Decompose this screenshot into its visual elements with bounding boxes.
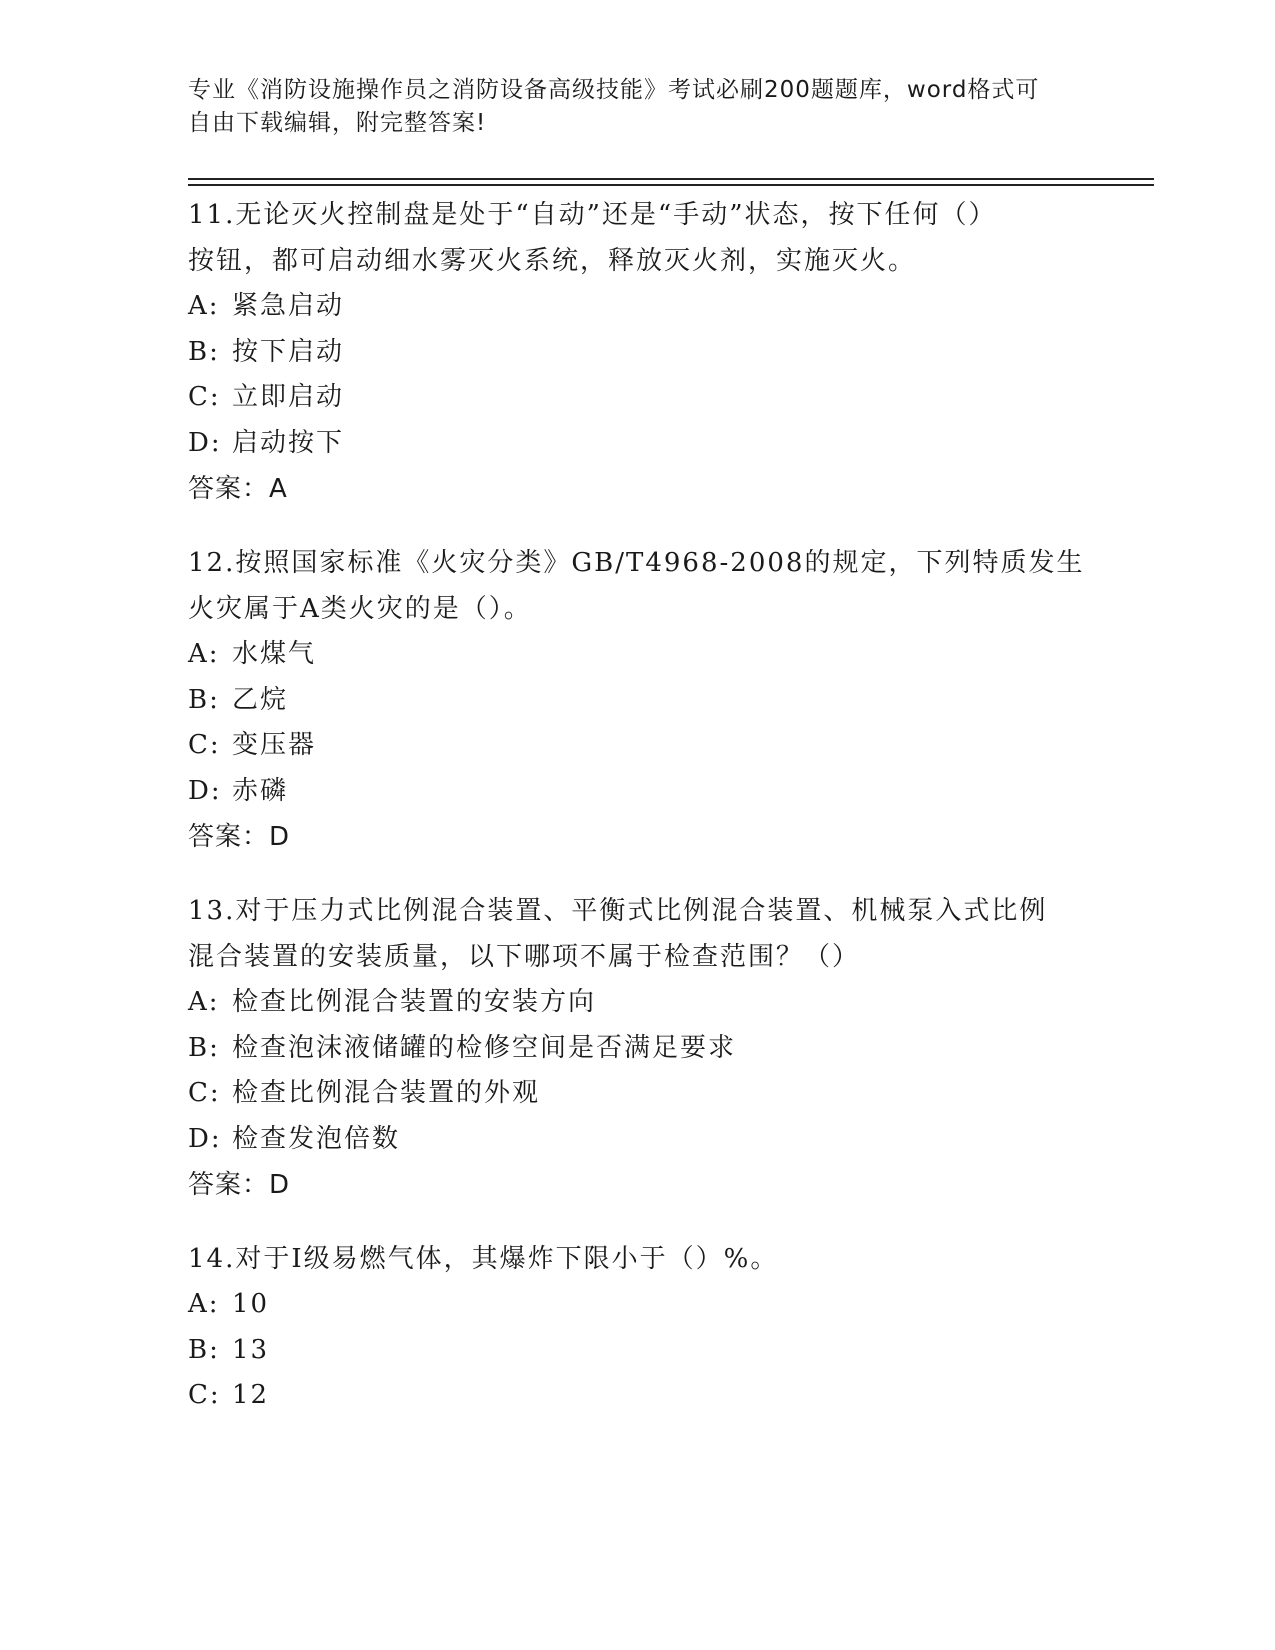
option-letter: A:	[188, 1289, 220, 1319]
option-text: 检查比例混合装置的外观	[232, 1078, 541, 1108]
question-12	[188, 540, 1088, 860]
option-d	[188, 769, 1088, 815]
option-letter: A:	[188, 987, 220, 1017]
option-letter: A:	[188, 639, 220, 669]
option-text: 乙烷	[232, 684, 289, 715]
answer-line: 答案：D	[188, 1170, 291, 1200]
option-text: 变压器	[232, 730, 317, 760]
answer-line: 答案：D	[188, 822, 291, 852]
option-c	[188, 1373, 1088, 1419]
question-13	[188, 888, 1088, 1208]
question-stem-line: 11.无论灭火控制盘是处于“自动”还是“手动”状态，按下任何（）	[188, 200, 997, 230]
header-divider-top	[188, 178, 1154, 180]
option-text: 按下启动	[232, 336, 345, 367]
question-stem-line: 14.对于Ⅰ级易燃气体，其爆炸下限小于（）%。	[188, 1244, 779, 1274]
option-letter: B:	[188, 684, 220, 715]
option-text: 12	[232, 1380, 270, 1410]
option-c	[188, 723, 1088, 769]
option-a	[188, 284, 1088, 330]
option-b	[188, 678, 1088, 724]
option-a	[188, 980, 1088, 1026]
question-stem-line: 混合装置的安装质量，以下哪项不属于检查范围？（）	[188, 942, 861, 972]
question-14	[188, 1236, 1088, 1419]
option-b	[188, 1026, 1088, 1072]
option-a	[188, 1282, 1088, 1328]
question-stem-line: 火灾属于A类火灾的是（）。	[188, 594, 532, 624]
question-11	[188, 192, 1088, 512]
option-text: 紧急启动	[232, 291, 345, 321]
option-d	[188, 421, 1088, 467]
answer-line: 答案：A	[188, 474, 288, 504]
document-header	[188, 74, 1068, 140]
option-text: 立即启动	[232, 382, 345, 412]
option-letter: B:	[188, 1032, 220, 1063]
option-letter: D:	[188, 775, 222, 806]
option-letter: C:	[188, 730, 221, 760]
option-letter: B:	[188, 336, 220, 367]
option-letter: A:	[188, 291, 220, 321]
option-text: 10	[232, 1289, 270, 1319]
header-divider-bottom	[188, 184, 1154, 186]
option-text: 检查比例混合装置的安装方向	[232, 987, 597, 1017]
question-stem-line: 12.按照国家标准《火灾分类》GB/T4968-2008的规定，下列特质发生	[188, 548, 1085, 578]
option-text: 启动按下	[232, 427, 345, 458]
option-c	[188, 1071, 1088, 1117]
option-a	[188, 632, 1088, 678]
option-c	[188, 375, 1088, 421]
option-b	[188, 1328, 1088, 1374]
header-line-1: 专业《消防设施操作员之消防设备高级技能》考试必刷200题题库，word格式可	[188, 77, 1040, 103]
option-text: 检查发泡倍数	[232, 1123, 401, 1154]
option-text: 赤磷	[232, 775, 289, 806]
option-letter: C:	[188, 1078, 221, 1108]
option-letter: C:	[188, 1380, 221, 1410]
option-text: 水煤气	[232, 639, 317, 669]
option-letter: D:	[188, 1123, 222, 1154]
question-stem-line: 按钮，都可启动细水雾灭火系统，释放灭火剂，实施灭火。	[188, 246, 917, 276]
option-letter: D:	[188, 427, 222, 458]
option-d	[188, 1117, 1088, 1163]
option-letter: B:	[188, 1334, 220, 1365]
option-b	[188, 330, 1088, 376]
header-line-2: 自由下载编辑，附完整答案!	[188, 110, 487, 136]
option-text: 13	[232, 1334, 270, 1365]
question-list	[188, 192, 1088, 1447]
question-stem-line: 13.对于压力式比例混合装置、平衡式比例混合装置、机械泵入式比例	[188, 896, 1048, 926]
option-letter: C:	[188, 382, 221, 412]
option-text: 检查泡沫液储罐的检修空间是否满足要求	[232, 1032, 737, 1063]
